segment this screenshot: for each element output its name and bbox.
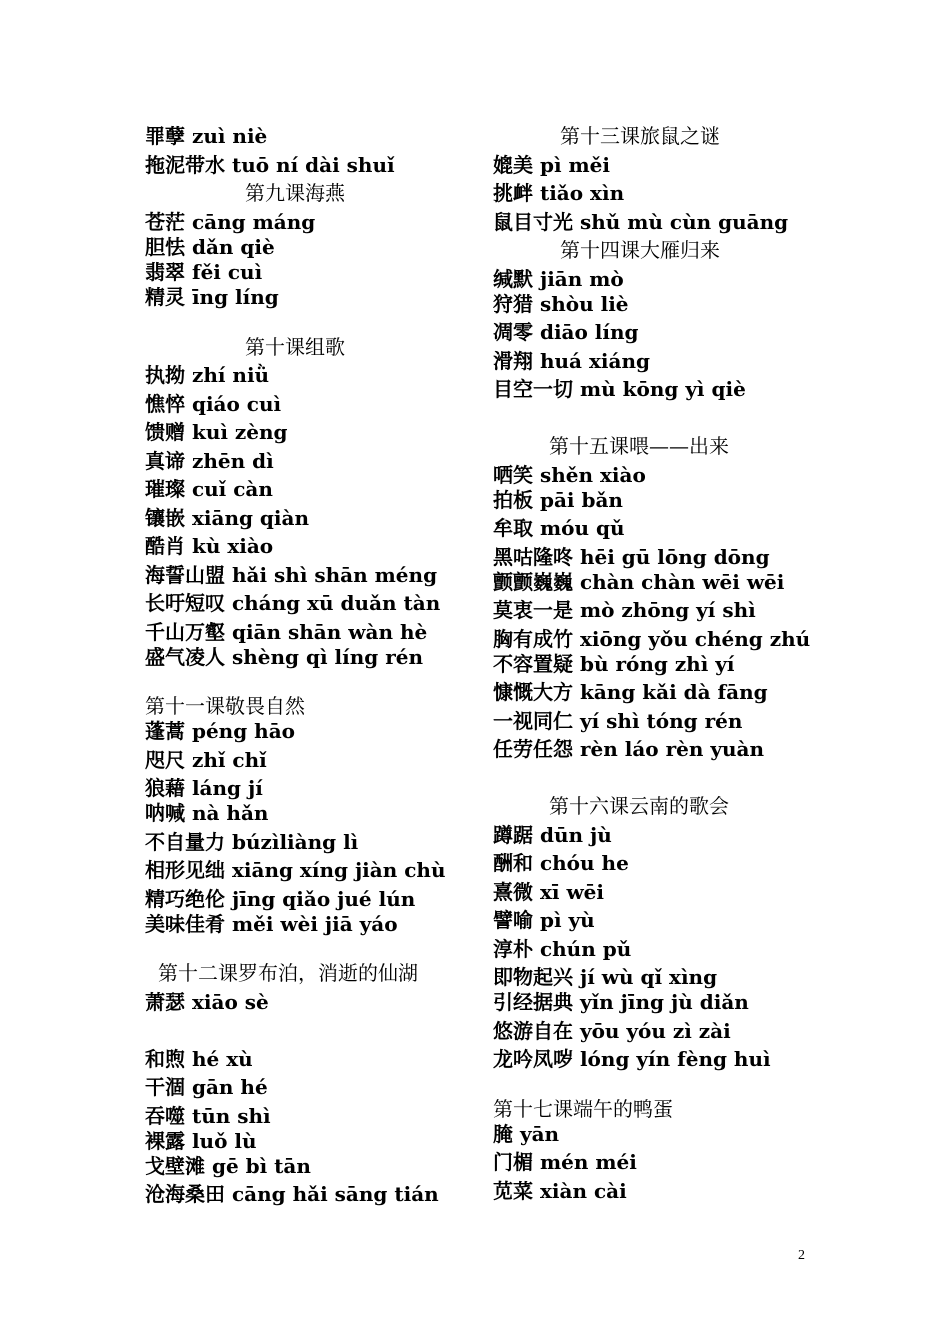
vocab-line: 吞噬 tūn shì (145, 1104, 271, 1128)
vocab-line: 盛气凌人 shèng qì líng rén (145, 645, 424, 669)
vocab-line: 馈赠 kuì zèng (145, 420, 288, 444)
lesson-heading: 第十课组歌 (245, 335, 345, 359)
vocab-line: 沧海桑田 cāng hǎi sāng tián (145, 1182, 439, 1206)
vocab-line: 海誓山盟 hǎi shì shān méng (145, 563, 438, 587)
vocab-line: 挑衅 tiǎo xìn (493, 181, 625, 205)
vocab-line: 憔悴 qiáo cuì (145, 392, 282, 416)
vocab-line: 翡翠 fěi cuì (145, 260, 263, 284)
vocab-line: 精灵 īng líng (145, 285, 279, 309)
vocab-line: 拍板 pāi bǎn (493, 488, 623, 512)
vocab-line: 执拗 zhí niǜ (145, 363, 270, 387)
vocab-line: 凋零 diāo líng (493, 320, 639, 344)
vocab-line: 黑咕隆咚 hēi gū lōng dōng (493, 545, 770, 569)
lesson-heading: 第十一课敬畏自然 (145, 694, 305, 718)
vocab-line: 精巧绝伦 jīng qiǎo jué lún (145, 887, 416, 911)
vocab-line: 狩猎 shòu liè (493, 292, 629, 316)
vocab-line: 蹲踞 dūn jù (493, 823, 612, 847)
vocab-line: 蓬蒿 péng hāo (145, 719, 295, 743)
vocab-line: 熹微 xī wēi (493, 880, 604, 904)
vocab-line: 苋菜 xiàn cài (493, 1179, 627, 1203)
vocab-line: 腌 yān (493, 1122, 560, 1146)
vocab-line: 戈壁滩 gē bì tān (145, 1154, 311, 1178)
vocab-line: 悠游自在 yōu yóu zì zài (493, 1019, 731, 1043)
vocab-line: 龙吟凤哕 lóng yín fèng huì (493, 1047, 771, 1071)
vocab-line: 鼠目寸光 shǔ mù cùn guāng (493, 210, 789, 234)
lesson-heading: 第十六课云南的歌会 (549, 794, 729, 818)
vocab-line: 呐喊 nà hǎn (145, 801, 269, 825)
vocab-line: 罪孽 zuì niè (145, 124, 268, 148)
vocab-line: 媲美 pì měi (493, 153, 610, 177)
vocab-line: 譬喻 pì yù (493, 908, 595, 932)
vocab-line: 不自量力 búzìliàng lì (145, 830, 359, 854)
vocab-line: 镶嵌 xiāng qiàn (145, 506, 310, 530)
vocab-line: 酷肖 kù xiào (145, 534, 274, 558)
vocab-line: 胆怯 dǎn qiè (145, 235, 275, 259)
page-number: 2 (798, 1248, 805, 1263)
vocab-line: 慷慨大方 kāng kǎi dà fāng (493, 680, 768, 704)
vocab-line: 酬和 chóu he (493, 851, 629, 875)
vocab-line: 淳朴 chún pǔ (493, 937, 632, 961)
vocab-line: 门楣 mén méi (493, 1150, 637, 1174)
vocab-line: 萧瑟 xiāo sè (145, 990, 269, 1014)
vocab-line: 目空一切 mù kōng yì qiè (493, 377, 746, 401)
vocab-line: 不容置疑 bù róng zhì yí (493, 652, 735, 676)
vocab-line: 一视同仁 yí shì tóng rén (493, 709, 743, 733)
lesson-heading: 第十七课端午的鸭蛋 (493, 1097, 673, 1121)
vocab-line: 引经据典 yǐn jīng jù diǎn (493, 990, 749, 1014)
vocab-line: 狼藉 láng jí (145, 776, 263, 800)
vocab-line: 美味佳肴 měi wèi jiā yáo (145, 912, 398, 936)
vocab-line: 真谛 zhēn dì (145, 449, 274, 473)
vocab-line: 裸露 luǒ lù (145, 1129, 257, 1153)
vocab-line: 和煦 hé xù (145, 1047, 253, 1071)
vocab-line: 拖泥带水 tuō ní dài shuǐ (145, 153, 395, 177)
vocab-line: 苍茫 cāng máng (145, 210, 316, 234)
lesson-heading: 第十二课罗布泊，消逝的仙湖 (158, 961, 418, 985)
lesson-heading: 第十四课大雁归来 (560, 238, 720, 262)
vocab-line: 任劳任怨 rèn láo rèn yuàn (493, 737, 765, 761)
vocab-line: 咫尺 zhǐ chǐ (145, 748, 267, 772)
vocab-line: 颤颤巍巍 chàn chàn wēi wēi (493, 570, 785, 594)
vocab-line: 滑翔 huá xiáng (493, 349, 650, 373)
vocab-line: 即物起兴 jí wù qǐ xìng (493, 965, 718, 989)
vocab-line: 缄默 jiān mò (493, 267, 624, 291)
lesson-heading: 第十三课旅鼠之谜 (560, 124, 720, 148)
vocab-line: 哂笑 shěn xiào (493, 463, 646, 487)
vocab-line: 长吁短叹 cháng xū duǎn tàn (145, 591, 441, 615)
vocab-line: 牟取 móu qǔ (493, 516, 625, 540)
lesson-heading: 第十五课喂——出来 (549, 434, 729, 458)
vocab-line: 相形见绌 xiāng xíng jiàn chù (145, 858, 446, 882)
vocab-line: 璀璨 cuǐ càn (145, 477, 273, 501)
lesson-heading: 第九课海燕 (245, 181, 345, 205)
vocab-line: 千山万壑 qiān shān wàn hè (145, 620, 428, 644)
vocab-line: 胸有成竹 xiōng yǒu chéng zhú (493, 627, 811, 651)
vocab-line: 干涸 gān hé (145, 1075, 268, 1099)
vocab-line: 莫衷一是 mò zhōng yí shì (493, 598, 756, 622)
